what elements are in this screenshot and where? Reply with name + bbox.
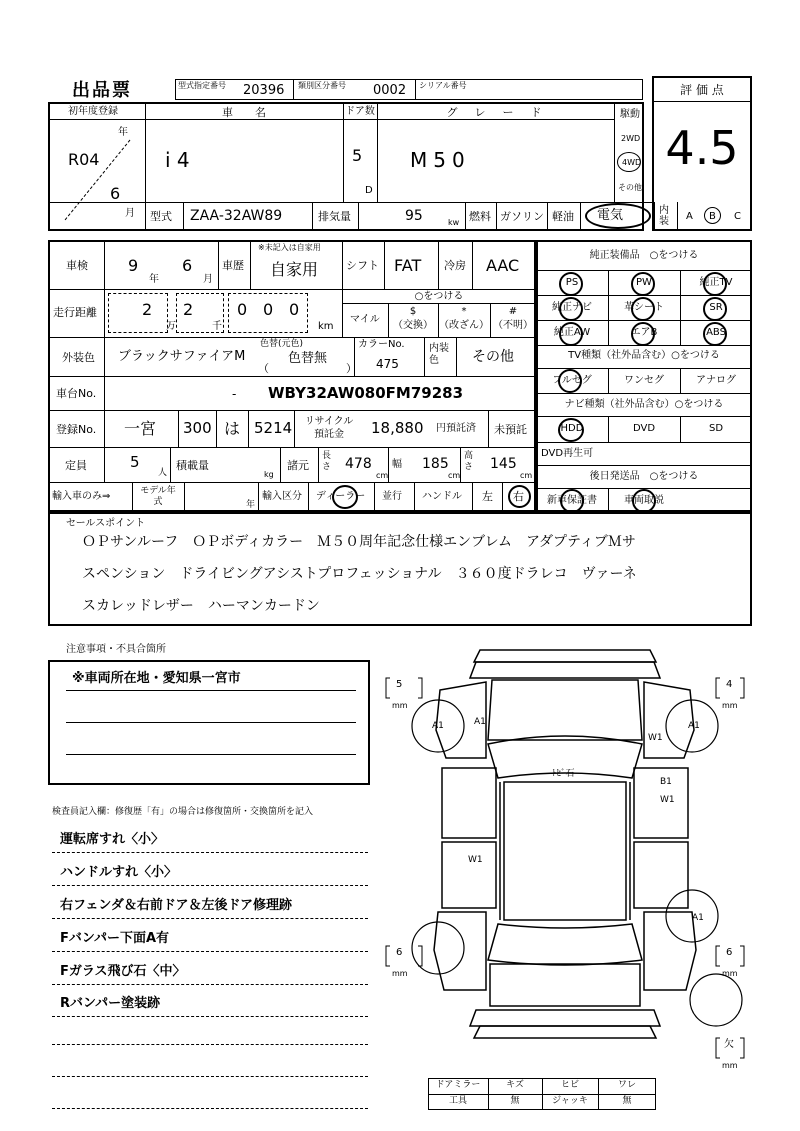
mileage-digit-2: 2 <box>183 300 194 319</box>
car-name-label: 車 名 <box>222 106 266 119</box>
history-label: 車歴 <box>222 259 244 272</box>
dealer-circle <box>332 485 358 509</box>
inspection-year: 9 <box>128 256 139 275</box>
model-value: ZAA-32AW89 <box>190 208 283 224</box>
sheet-title: 出品票 <box>72 80 132 101</box>
model-label: 型式 <box>150 210 172 223</box>
equip-abs: ABS <box>706 327 726 338</box>
navi-dvd: DVD <box>632 423 656 434</box>
model-code-label: 型式指定番号 <box>178 81 226 90</box>
history-value: 自家用 <box>270 260 319 279</box>
navi-sd: SD <box>708 423 724 434</box>
inspector-line-5: Fガラス飛び石〈中〉 <box>60 964 186 979</box>
interior-b-circle <box>704 207 721 224</box>
dvd-playback: DVD再生可 <box>541 448 594 459</box>
equipment-title: 純正装備品 ○をつける <box>589 250 699 261</box>
recycle-value: 18,880 <box>371 419 424 437</box>
mileage-digit-4: 0 <box>263 300 274 319</box>
fuel-label: 燃料 <box>469 210 491 223</box>
legend-tools-label: 工具 <box>448 1096 467 1106</box>
interior-b: B <box>709 211 716 222</box>
handle-label: ハンドル <box>422 491 462 502</box>
history-note: ※未記入は自家用 <box>258 243 321 252</box>
equip-pw: PW <box>636 277 652 288</box>
height-value: 145 <box>490 456 517 472</box>
equip-navi: 純正ナビ <box>552 302 592 313</box>
exterior-label: 外装色 <box>62 351 95 364</box>
fuel-electric-circle <box>585 203 651 229</box>
legend-break: ワレ <box>617 1080 636 1090</box>
mark-tire-fl: A1 <box>432 721 444 731</box>
equip-airbag: エアB <box>630 327 658 338</box>
width-value: 185 <box>422 456 449 472</box>
first-reg-month: 6 <box>110 184 121 203</box>
inspector-line-3: 右フェンダ＆右前ドア＆左後ドア修理跡 <box>60 898 293 913</box>
navi-title: ナビ種類（社外品含む）○をつける <box>564 399 724 410</box>
grade-value: M50 <box>410 148 471 172</box>
car-name: i 4 <box>165 148 190 172</box>
grade-label: グ レ ー ド <box>446 106 545 119</box>
reg-kana: は <box>224 419 241 438</box>
import-parallel: 並行 <box>382 491 402 502</box>
mark-tire-rr: A1 <box>692 913 704 923</box>
doors-value: 5 <box>352 146 363 165</box>
drive-2wd: 2WD <box>621 134 641 143</box>
tire-fl-value: 5 <box>396 679 403 690</box>
color-no-label: カラーNo. <box>358 339 405 350</box>
mileage-digit-5: 0 <box>289 300 300 319</box>
drive-other: その他 <box>618 183 642 192</box>
notes-label: 注意事項・不具合箇所 <box>66 644 166 655</box>
mark-door-rl: W1 <box>468 855 483 865</box>
handle-right-circle <box>508 485 531 508</box>
legend-tools-value: 無 <box>510 1096 520 1106</box>
inspection-label: 車検 <box>66 259 88 272</box>
spare-tire-value: 欠 <box>724 1039 734 1050</box>
interior-c: C <box>734 211 741 222</box>
first-reg-year: R04 <box>68 150 100 169</box>
door-type: D <box>365 185 373 196</box>
inspection-month: 6 <box>182 256 193 275</box>
legend-jack-label: ジャッキ <box>552 1096 588 1106</box>
displacement-value: 95 <box>405 208 423 224</box>
mileage-note: ○をつける <box>414 291 464 302</box>
score-value: 4.5 <box>665 121 739 175</box>
tv-title: TV種類（社外品含む）○をつける <box>568 350 720 361</box>
fuel-gasoline: ガソリン <box>500 210 544 223</box>
mileage-digit-1: 2 <box>142 300 153 319</box>
inspector-line-2: ハンドルすれ〈小〉 <box>60 865 178 880</box>
legend-scratch: キズ <box>506 1080 524 1090</box>
equip-leather: 革シート <box>624 302 664 313</box>
doors-label: ドア数 <box>345 106 375 117</box>
equip-sr: SR <box>709 302 723 313</box>
equip-tv: 純正TV <box>699 277 733 288</box>
drive-label: 駆動 <box>620 109 640 120</box>
ac-value: AAC <box>486 256 520 275</box>
mileage-label: 走行距離 <box>53 306 97 319</box>
interior-color-label: 内装色 <box>429 343 449 366</box>
import-type-label: 輸入区分 <box>262 491 302 502</box>
interior-a: A <box>686 211 693 222</box>
legend-jack-value: 無 <box>622 1096 632 1106</box>
length-value: 478 <box>345 456 372 472</box>
model-code: 20396 <box>243 83 285 98</box>
exchange-label: （交換） <box>393 320 433 331</box>
reg-number: 5214 <box>254 419 293 437</box>
tv-oneseg: ワンセグ <box>624 375 664 386</box>
car-damage-diagram <box>380 640 752 1080</box>
tire-rr-value: 6 <box>726 947 733 958</box>
dims-label: 諸元 <box>287 459 309 472</box>
load-label: 積載量 <box>176 459 209 472</box>
interior-color-value: その他 <box>472 349 514 365</box>
mile-label: マイル <box>350 314 380 325</box>
shift-label: シフト <box>346 259 379 272</box>
fuel-diesel: 軽油 <box>552 210 574 223</box>
legend-mirror: ドアミラー <box>435 1080 481 1090</box>
inspector-line-6: Rバンパー塗装跡 <box>60 996 161 1011</box>
mark-tire-fr: A1 <box>688 721 700 731</box>
exterior-value: ブラックサファイアM <box>118 349 246 364</box>
displacement-label: 排気量 <box>318 210 351 223</box>
capacity-label: 定員 <box>65 459 87 472</box>
legend-crack: ヒビ <box>560 1080 579 1090</box>
mark-door-fr-w1: W1 <box>660 795 675 805</box>
import-label: 輸入車のみ⇒ <box>52 491 111 502</box>
inspector-line-4: Fバンパー下面A有 <box>60 931 170 946</box>
inspector-line-1: 運転席すれ〈小〉 <box>60 832 165 847</box>
drive-4wd-circle <box>617 152 641 172</box>
score-label: 評 価 点 <box>680 83 724 97</box>
tv-fullseg: フルセグ <box>552 375 592 386</box>
navi-hdd: HDD <box>560 423 584 434</box>
repaint-label: 色替(元色) <box>260 339 304 349</box>
mileage-digit-3: 0 <box>237 300 248 319</box>
mark-windshield: ﾄﾋﾞ石 <box>552 769 575 779</box>
chassis-number: WBY32AW080FM79283 <box>268 384 464 402</box>
tire-fr-value: 4 <box>726 679 733 690</box>
repaint-value: 色替無 <box>288 351 328 366</box>
tamper-label: （改ざん） <box>439 320 489 331</box>
drive-4wd: 4WD <box>622 158 642 167</box>
capacity-value: 5 <box>130 453 140 471</box>
category-code: 0002 <box>373 83 407 98</box>
mark-door-fr-b1: B1 <box>660 777 672 787</box>
recycle-unpaid: 未預託 <box>494 423 527 436</box>
doc-manual: 車両取説 <box>624 495 664 506</box>
recycle-unit: 円預託済 <box>436 423 476 434</box>
fuel-electric: 電気 <box>597 208 624 223</box>
unknown-label: （不明） <box>493 320 533 331</box>
reg-class: 300 <box>183 419 212 437</box>
interior-grade-label: 内装 <box>659 205 669 227</box>
handle-left: 左 <box>482 490 493 503</box>
mark-fender-fr: W1 <box>648 733 663 743</box>
inspector-label: 検査員記入欄：修復歴「有」の場合は修復箇所・交換箇所を記入 <box>52 807 314 817</box>
ac-label: 冷房 <box>444 259 466 272</box>
sales-point-label: セールスポイント <box>66 518 146 529</box>
sales-line-3: スカレッドレザー ハーマンカードン <box>82 598 320 614</box>
handle-right: 右 <box>513 490 524 503</box>
equip-aw: 純正AW <box>553 327 591 338</box>
sales-line-1: ＯＰサンルーフ ＯＰボディカラー Ｍ５０周年記念仕様エンブレム アダプティブＭサ <box>82 534 636 550</box>
tv-analog: アナログ <box>696 375 736 386</box>
tire-rl-value: 6 <box>396 947 403 958</box>
doc-warranty: 新車保証書 <box>547 495 597 506</box>
serial-label: シリアル番号 <box>419 81 467 90</box>
color-no-value: 475 <box>376 357 399 371</box>
docs-title: 後日発送品 ○をつける <box>589 471 699 482</box>
note-line-1: ※車両所在地・愛知県一宮市 <box>72 671 241 686</box>
chassis-label: 車台No. <box>56 387 97 400</box>
model-year-label: モデル年式 <box>140 486 176 507</box>
import-dealer: ディーラー <box>316 491 366 502</box>
reg-area: 一宮 <box>124 419 157 438</box>
category-label: 類別区分番号 <box>298 81 346 90</box>
shift-value: FAT <box>394 256 422 275</box>
reg-label: 登録No. <box>56 423 97 436</box>
first-reg-label: 初年度登録 <box>68 106 118 117</box>
sales-line-2: スペンション ドライビングアシストプロフェッショナル ３６０度ドラレコ ヴァーネ <box>82 566 637 582</box>
equip-ps: PS <box>565 277 579 288</box>
recycle-label: リサイクル預託金 <box>304 416 354 440</box>
mark-fender-fl: A1 <box>474 717 486 727</box>
